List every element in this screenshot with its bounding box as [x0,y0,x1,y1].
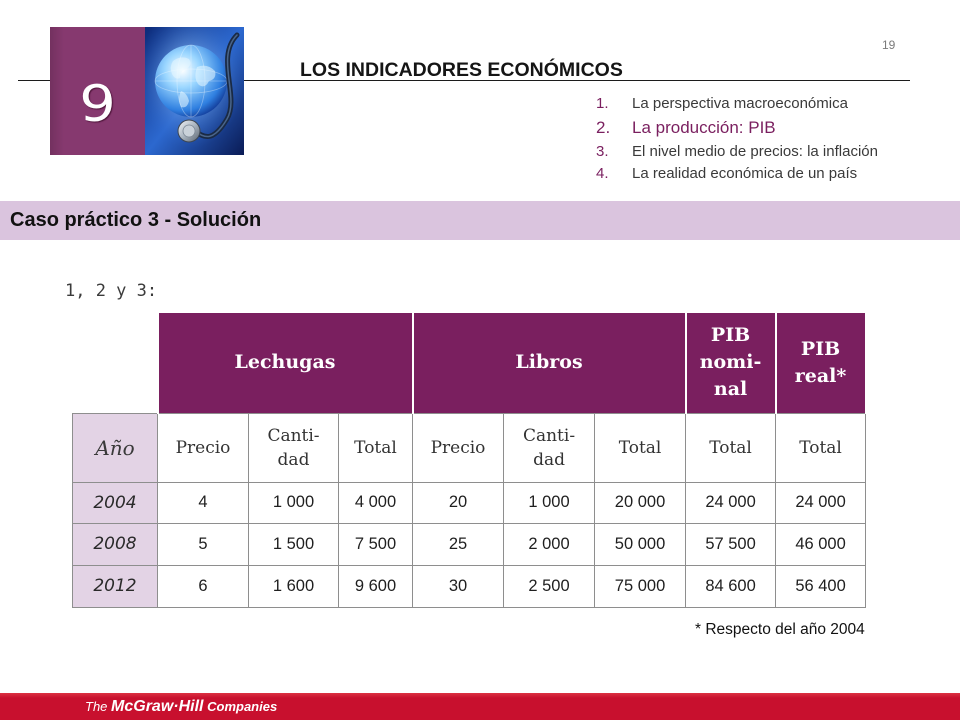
group-header-pib-real: PIB real* [776,313,866,413]
pib-nominal-total-header: Total [686,413,776,482]
toc-item-label: El nivel medio de precios: la inflación [632,143,878,160]
toc-item-number: 4. [596,165,609,182]
year-cell: 2012 [73,565,158,607]
group-header-libros: Libros [413,313,686,413]
libros-total-cell: 50 000 [595,523,686,565]
globe-stethoscope-image [145,27,244,155]
footer-band [0,693,960,720]
toc-item-3[interactable] [596,141,936,163]
lechugas-precio-cell: 6 [158,565,249,607]
lechugas-cantidad-cell: 1 600 [249,565,339,607]
lechugas-total-header: Total [339,413,413,482]
libros-precio-header: Precio [413,413,504,482]
lechugas-cantidad-cell: 1 000 [249,482,339,523]
pib-table [72,313,867,608]
lechugas-cantidad-header: Canti- dad [249,413,339,482]
lechugas-precio-header: Precio [158,413,249,482]
lechugas-precio-cell: 5 [158,523,249,565]
chapter-contents-list [596,93,936,185]
year-cell: 2004 [73,482,158,523]
logo-companies-text: Companies [207,699,278,714]
libros-precio-cell: 30 [413,565,504,607]
publisher-logo [85,693,277,720]
chapter-number-block [50,27,145,155]
toc-item-number: 2. [596,118,611,137]
logo-the-text: The [85,699,108,714]
libros-precio-cell: 20 [413,482,504,523]
toc-item-number: 1. [596,95,609,112]
globe-shape [155,45,227,117]
table-group-header-row [73,313,866,413]
pib-real-cell: 24 000 [776,482,866,523]
toc-item-label: La producción: PIB [632,118,776,137]
year-column-header: Año [73,413,158,482]
libros-cantidad-cell: 2 000 [504,523,595,565]
lechugas-total-cell: 4 000 [339,482,413,523]
lechugas-total-cell: 7 500 [339,523,413,565]
toc-item-2[interactable] [596,115,936,141]
table-footnote: * Respecto del año 2004 [695,621,865,638]
group-header-lechugas: Lechugas [158,313,413,413]
toc-item-4[interactable] [596,163,936,185]
table-row [73,565,866,607]
libros-total-header: Total [595,413,686,482]
pib-nominal-cell: 84 600 [686,565,776,607]
table-column-header-row [73,413,866,482]
year-cell: 2008 [73,523,158,565]
lechugas-cantidad-cell: 1 500 [249,523,339,565]
libros-total-cell: 75 000 [595,565,686,607]
pib-nominal-cell: 24 000 [686,482,776,523]
logo-brand-text: McGraw·Hill [111,698,204,715]
group-header-pib-nominal: PIB nomi- nal [686,313,776,413]
toc-item-label: La realidad económica de un país [632,165,858,182]
lechugas-total-cell: 9 600 [339,565,413,607]
toc-item-1[interactable] [596,93,936,115]
libros-total-cell: 20 000 [595,482,686,523]
table-row [73,482,866,523]
libros-cantidad-cell: 1 000 [504,482,595,523]
pib-real-cell: 46 000 [776,523,866,565]
chapter-number: 9 [79,75,116,133]
libros-cantidad-cell: 2 500 [504,565,595,607]
toc-item-number: 3. [596,143,609,160]
section-title: Caso práctico 3 - Solución [10,209,262,231]
exercise-intro: 1, 2 y 3: [65,281,158,301]
lechugas-precio-cell: 4 [158,482,249,523]
libros-precio-cell: 25 [413,523,504,565]
table-row [73,523,866,565]
pib-real-total-header: Total [776,413,866,482]
page-number: 19 [882,38,896,52]
pib-nominal-cell: 57 500 [686,523,776,565]
chapter-title: LOS INDICADORES ECONÓMICOS [300,59,623,81]
section-band [0,201,960,240]
libros-cantidad-header: Canti- dad [504,413,595,482]
toc-item-label: La perspectiva macroeconómica [632,95,848,112]
table-corner-cell [73,313,158,413]
pib-real-cell: 56 400 [776,565,866,607]
